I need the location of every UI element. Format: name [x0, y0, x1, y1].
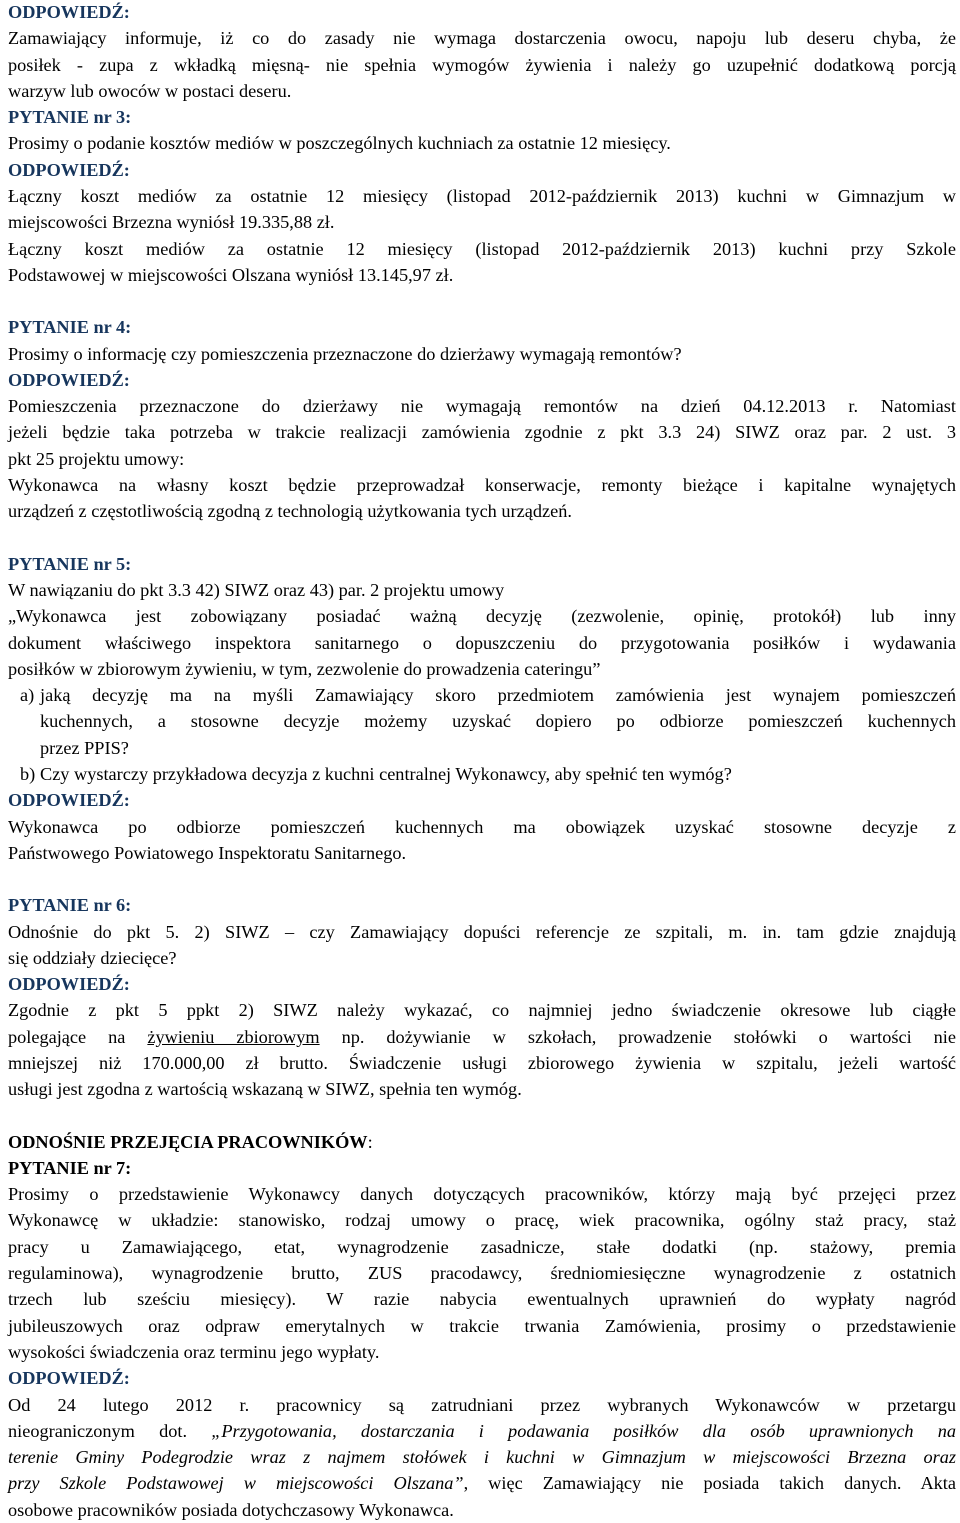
question-4-text: Prosimy o informację czy pomieszczenia przeznaczone do dzierżawy wymagają remontów?: [8, 343, 682, 364]
answer-6-line: Zgodnie z pkt 5 ppkt 2) SIWZ należy wykazać, co najmniej jedno świadczenie okresowe lub ciągłe: [8, 1000, 956, 1021]
list-marker: b): [20, 764, 36, 785]
answer-heading: ODPOWIEDŹ:: [8, 369, 130, 390]
section-heading-colon: :: [367, 1131, 373, 1152]
answer-heading: ODPOWIEDŹ:: [8, 790, 130, 811]
answer-7-line: osobowe pracowników posiada dotychczasowy Wykonawca.: [8, 1499, 454, 1520]
answer-heading: ODPOWIEDŹ:: [8, 974, 130, 995]
question-5-line: „Wykonawca jest zobowiązany posiadać ważną decyzję (zezwolenie, opinię, protokół) lub inny: [8, 606, 956, 627]
list-item: [8, 682, 956, 761]
answer-3-line: Podstawowej w miejscowości Olszana wyniósł 13.145,97 zł.: [8, 264, 454, 285]
answer-heading: ODPOWIEDŹ:: [8, 2, 130, 22]
section-heading: [8, 1129, 956, 1155]
answer-3-line: Łączny koszt mediów za ostatnie 12 miesięcy (listopad 2012-październik 2013) kuchni w Gimnazjum w: [8, 186, 956, 207]
answer-3-line: miejscowości Brzezna wyniósł 19.335,88 zł.: [8, 212, 335, 233]
question-7-line: pracy u Zamawiającego, etat, wynagrodzenie zasadnicze, stałe dodatki (np. stażowy, premia: [8, 1236, 956, 1257]
answer-2-line: posiłek - zupa z wkładką mięsną- nie spełnia wymogów żywienia i należy go uzupełnić dodatkową porcją: [8, 54, 956, 75]
answer-6-line: mniejszej niż 170.000,00 zł brutto. Świadczenie usługi zbiorowego żywienia w szpitalu, jeżeli wartość: [8, 1052, 956, 1073]
answer-7-line: terenie Gminy Podegrodzie wraz z najmem stołówek i kuchni w Gimnazjum w miejscowości Brzezna oraz: [8, 1447, 956, 1468]
answer-4-line: pkt 25 projektu umowy:: [8, 448, 185, 469]
answer-5-line: Państwowego Powiatowego Inspektoratu Sanitarnego.: [8, 842, 407, 863]
question-7-line: Wykonawcę w układzie: stanowisko, rodzaj umowy o pracę, wiek pracownika, ogólny staż pracy, staż: [8, 1210, 956, 1231]
question-7-line: trzech lub sześciu miesięcy). W razie nabycia ewentualnych uprawnień do wypłaty nagród: [8, 1289, 956, 1310]
answer-7-text: , więc Zamawiający nie posiada takich danych. Akta: [463, 1473, 956, 1494]
question-3-heading: PYTANIE nr 3:: [8, 107, 132, 128]
answer-4-line: Wykonawca na własny koszt będzie przeprowadzał konserwacje, remonty bieżące i kapitalne wynajętych: [8, 475, 956, 496]
answer-3-line: Łączny koszt mediów za ostatnie 12 miesięcy (listopad 2012-październik 2013) kuchni przy Szkole: [8, 238, 956, 259]
document-page: [8, 0, 956, 1523]
question-6-heading: PYTANIE nr 6:: [8, 895, 132, 916]
answer-2-line: Zamawiający informuje, iż co do zasady nie wymaga dostarczenia owocu, napoju lub deseru chyba, że: [8, 28, 956, 49]
answer-7-line: [8, 1418, 956, 1444]
answer-2-line: warzyw lub owoców w postaci deseru.: [8, 80, 292, 101]
question-5-line: W nawiązaniu do pkt 3.3 42) SIWZ oraz 43) par. 2 projektu umowy: [8, 579, 505, 600]
question-6-line: Odnośnie do pkt 5. 2) SIWZ – czy Zamawiający dopuści referencje ze szpitali, m. in. tam gdzie znajdują: [8, 921, 956, 942]
list-marker: a): [20, 685, 35, 706]
question-5-line: posiłków w zbiorowym żywieniu, w tym, zezwolenie do prowadzenia cateringu”: [8, 658, 601, 679]
question-7-line: wysokości świadczenia oraz terminu jego wypłaty.: [8, 1341, 380, 1362]
question-3-text: Prosimy o podanie kosztów mediów w poszczególnych kuchniach za ostatnie 12 miesięcy.: [8, 133, 671, 154]
answer-7-line: Od 24 lutego 2012 r. pracownicy są zatrudniani przez wybranych Wykonawców w przetargu: [8, 1394, 956, 1415]
answer-7-line: [8, 1470, 956, 1496]
question-7-line: jubileuszowych oraz odpraw emerytalnych w trakcie trwania Zamówienia, prosimy o przedstawienie: [8, 1315, 956, 1336]
list-item-line: Czy wystarczy przykładowa decyzja z kuchni centralnej Wykonawcy, aby spełnić ten wymóg?: [40, 764, 732, 785]
answer-6-text: polegające na: [8, 1026, 148, 1047]
list-item-line: jaką decyzję ma na myśli Zamawiający skoro przedmiotem zamówienia jest wynajem pomieszczeń: [40, 685, 956, 706]
answer-4-line: jeżeli będzie taka potrzeba w trakcie realizacji zamówienia zgodnie z pkt 3.3 24) SIWZ oraz par. 2 ust. 3: [8, 422, 956, 443]
list-item-line: kuchennych, a stosowne decyzje możemy uzyskać dopiero po odbiorze pomieszczeń kuchennych: [40, 711, 956, 732]
quoted-tender-title: „Przygotowania, dostarczania i podawania posiłków dla osób uprawnionych na: [211, 1420, 956, 1441]
answer-5-line: Wykonawca po odbiorze pomieszczeń kuchennych ma obowiązek uzyskać stosowne decyzje z: [8, 816, 956, 837]
question-5-list: [8, 682, 956, 787]
question-6-line: się oddziały dziecięce?: [8, 947, 177, 968]
answer-heading: ODPOWIEDŹ:: [8, 1368, 130, 1389]
answer-4-line: Pomieszczenia przeznaczone do dzierżawy nie wymagają remontów na dzień 04.12.2013 r. Natomiast: [8, 396, 956, 417]
underlined-term: żywieniu zbiorowym: [147, 1026, 320, 1047]
quoted-tender-title: przy Szkole Podstawowej w miejscowości Olszana”: [8, 1473, 464, 1494]
question-4-heading: PYTANIE nr 4:: [8, 317, 132, 338]
section-heading-text: ODNOŚNIE PRZEJĘCIA PRACOWNIKÓW: [8, 1131, 368, 1152]
question-5-line: dokument właściwego inspektora sanitarnego o dopuszczeniu do przygotowania posiłków i wydawania: [8, 632, 956, 653]
question-7-line: regulaminowa), wynagrodzenie brutto, ZUS pracodawcy, średniomiesięczne wynagrodzenie z ostatnich: [8, 1263, 956, 1284]
question-7-line: Prosimy o przedstawienie Wykonawcy danych dotyczących pracowników, którzy mają być przejęci przez: [8, 1184, 956, 1205]
list-item: [8, 761, 956, 787]
list-item-line: przez PPIS?: [40, 737, 129, 758]
answer-6-text: np. dożywianie w szkołach, prowadzenie stołówki o wartości nie: [319, 1026, 956, 1047]
question-5-heading: PYTANIE nr 5:: [8, 553, 132, 574]
answer-4-line: urządzeń z częstotliwością zgodną z technologią użytkowania tych urządzeń.: [8, 501, 572, 522]
answer-6-line: usługi jest zgodna z wartością wskazaną w SIWZ, spełnia ten wymóg.: [8, 1079, 522, 1100]
answer-6-line: [8, 1024, 956, 1050]
question-7-heading: PYTANIE nr 7:: [8, 1157, 132, 1178]
answer-heading: ODPOWIEDŹ:: [8, 159, 130, 180]
answer-7-text: nieograniczonym dot.: [8, 1420, 212, 1441]
